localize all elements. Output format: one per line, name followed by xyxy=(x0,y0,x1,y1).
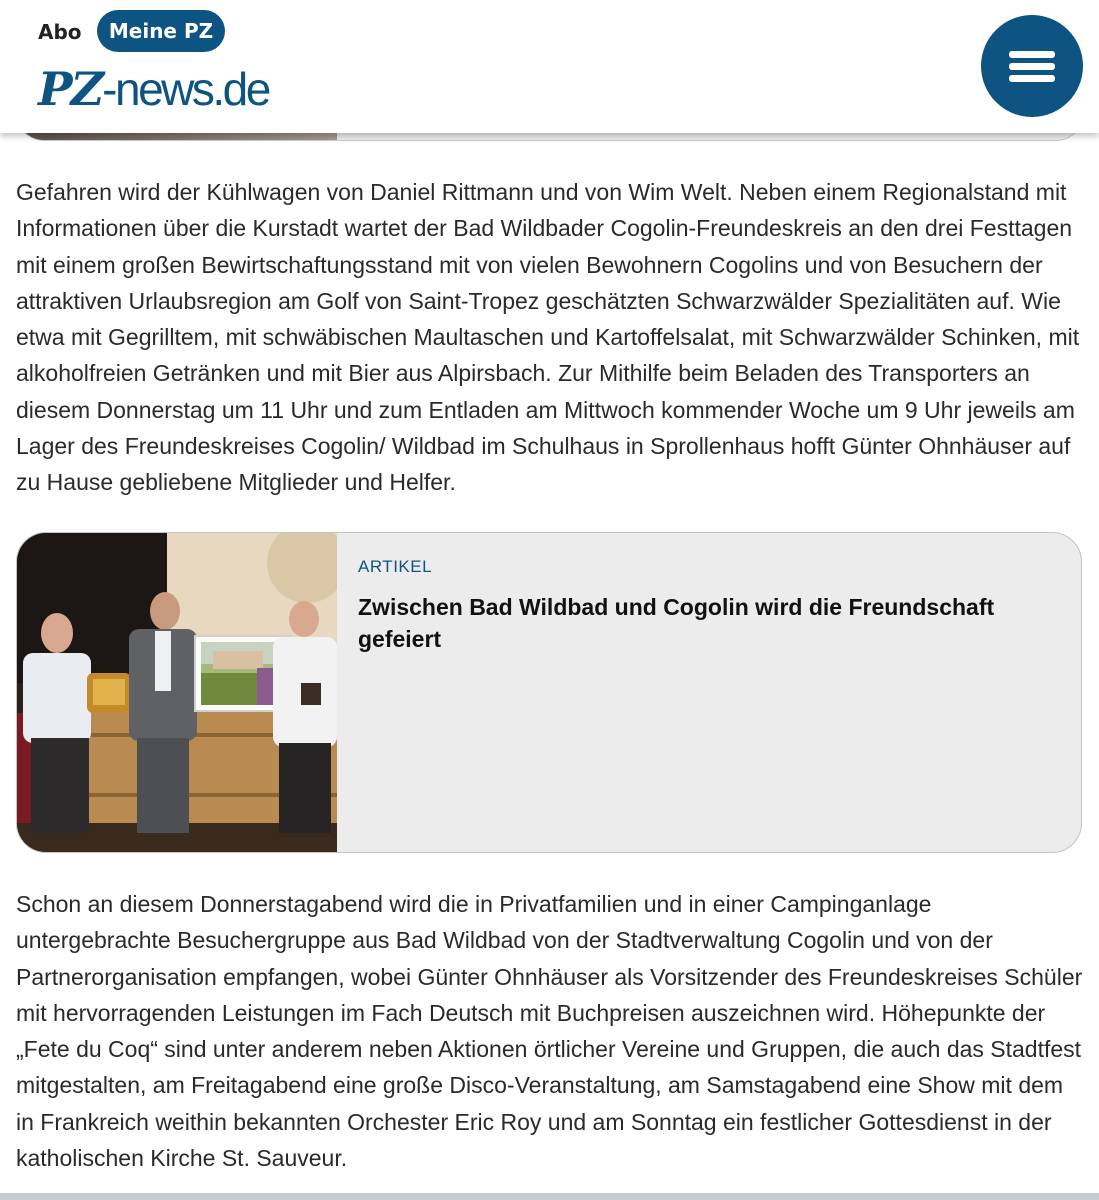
related-article-image xyxy=(17,533,337,852)
site-logo[interactable] xyxy=(38,62,269,118)
bottom-divider xyxy=(0,1193,1099,1200)
meine-pz-button[interactable]: Meine PZ xyxy=(97,10,225,52)
logo-pz-text: PZ xyxy=(38,62,103,116)
article-paragraph: Gefahren wird der Kühlwagen von Daniel Rittmann und von Wim Welt. Neben einem Regionalstand mit Informationen über die Kurstadt wartet der Bad Wildbader Cogolin-Freundeskreis an den drei Festtagen mit einem großen Bewirtschaftungsstand mit von vielen Bewohnern Cogolins und von Besuchern der attraktiven Urlaubsregion am Golf von Saint-Tropez geschätzten Schwarzwälder Spezialitäten auf. Wie etwa mit Gegrilltem, mit schwäbischen Maultaschen und Kartoffelsalat, mit Schwarzwälder Schinken, mit alkoholfreien Getränken und mit Bier aus Alpirsbach. Zur Mithilfe beim Beladen des Transporters an diesem Donnerstag um 11 Uhr und zum Entladen am Mittwoch kommender Woche um 9 Uhr jeweils am Lager des Freundeskreises Cogolin/ Wildbad im Schulhaus in Sprollenhaus hofft Günter Ohnhäuser auf zu Hause gebliebene Mitglieder und Helfer. xyxy=(16,179,1080,496)
logo-domain-text: -news.de xyxy=(102,63,269,115)
related-article-kicker: ARTIKEL xyxy=(358,557,433,576)
article-paragraph: Schon an diesem Donnerstagabend wird die in Privatfamilien und in einer Campinganlage untergebrachte Besuchergruppe aus Bad Wildbad von der Stadtverwaltung Cogolin und von der Partnerorganisation empfangen, wobei Günter Ohnhäuser als Vorsitzender des Freundeskreises Schüler mit hervorragenden Leistungen im Fach Deutsch mit Buchpreisen auszeichnen wird. Höhepunkte der „Fete du Coq“ sind unter anderem neben Aktionen örtlicher Vereine und Gruppen, die auch das Stadtfest mitgestalten, am Freitagabend eine große Disco-Veranstaltung, am Samstagabend eine Show mit dem in Frankreich weithin bekannten Orchester Eric Roy und am Sonntag ein festlicher Gottesdienst in der katholischen Kirche St. Sauveur. xyxy=(16,891,1083,1172)
abo-link[interactable]: Abo xyxy=(38,20,82,44)
related-article-card[interactable] xyxy=(16,532,1082,853)
site-header xyxy=(0,0,1099,133)
related-article-title[interactable]: Zwischen Bad Wildbad und Cogolin wird die Freundschaft gefeiert xyxy=(358,594,995,652)
hamburger-menu-button[interactable] xyxy=(981,15,1083,117)
